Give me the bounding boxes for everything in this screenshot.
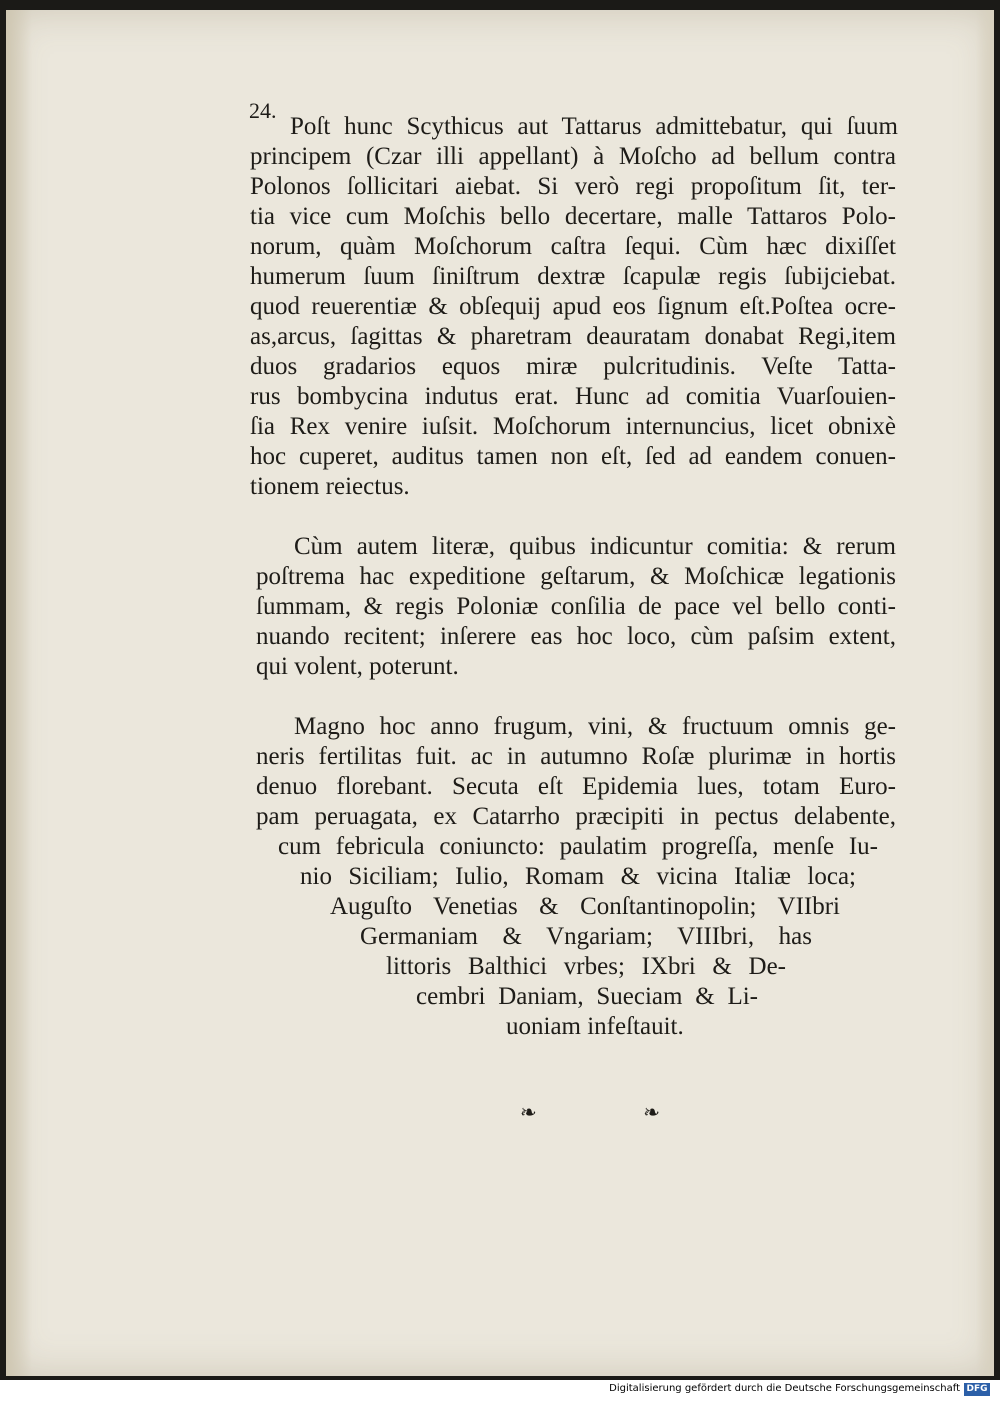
text-line: neris fertilitas fuit. ac in autumno Roſæ plurimæ in hortis (256, 743, 896, 770)
text-line: as,arcus, ſagittas & pharetram deauratam donabat Regi,item (250, 323, 896, 350)
text-line: Auguſto Venetias & Conſtantinopolin; VIIbri (330, 893, 840, 920)
text-line: Germaniam & Vngariam; VIIIbri, has (360, 923, 812, 950)
dfg-logo: DFG (964, 1383, 990, 1396)
text-line: ſia Rex venire iuſsit. Moſchorum internuncius, licet obnixè (250, 413, 896, 440)
text-line: cembri Daniam, Sueciam & Li- (416, 983, 758, 1010)
text-line: principem (Czar illi appellant) à Moſcho ad bellum contra (250, 143, 896, 170)
text-line: nio Siciliam; Iulio, Romam & vicina Italiæ loca; (300, 863, 856, 890)
text-line: denuo florebant. Secuta eſt Epidemia lues, totam Euro- (256, 773, 896, 800)
digitization-footer (0, 1380, 1000, 1401)
text-line: duos gradarios equos miræ pulcritudinis. Veſte Tatta- (250, 353, 896, 380)
text-line: rus bombycina indutus erat. Hunc ad comitia Vuarſouien- (250, 383, 896, 410)
text-line: tia vice cum Moſchis bello decertare, malle Tattaros Polo- (250, 203, 896, 230)
page-edge-shadow (976, 10, 994, 1376)
text-line: ſummam, & regis Poloniæ conſilia de pace vel bello conti- (256, 593, 896, 620)
text-line: uoniam infeſtauit. (506, 1013, 684, 1040)
page-number: 24. (249, 98, 277, 123)
text-line: tionem reiectus. (250, 473, 410, 500)
text-line: norum, quàm Moſchorum caſtra ſequi. Cùm hæc dixiſſet (250, 233, 896, 260)
fleuron-ornament: ❧ (520, 1100, 537, 1124)
fleuron-ornament: ❧ (643, 1100, 660, 1124)
text-line: Cùm autem literæ, quibus indicuntur comitia: & rerum (294, 533, 896, 560)
text-line: Polonos ſollicitari aiebat. Si verò regi propoſitum ſit, ter- (250, 173, 896, 200)
text-line: nuando recitent; inſerere eas hoc loco, cùm paſsim extent, (256, 623, 896, 650)
text-line: humerum ſuum ſiniſtrum dextræ ſcapulæ regis ſubijciebat. (250, 263, 896, 290)
text-line: Magno hoc anno frugum, vini, & fructuum omnis ge- (294, 713, 896, 740)
page-gutter-shadow (6, 10, 32, 1376)
text-line: qui volent, poterunt. (256, 653, 459, 680)
text-line: pam peruagata, ex Catarrho præcipiti in pectus delabente, (256, 803, 896, 830)
text-line: hoc cuperet, auditus tamen non eſt, ſed ad eandem conuen- (250, 443, 896, 470)
text-line: cum febricula coniuncto: paulatim progreſſa, menſe Iu- (278, 833, 878, 860)
text-line: Poſt hunc Scythicus aut Tattarus admittebatur, qui ſuum (290, 113, 898, 140)
funding-credit: Digitalisierung gefördert durch die Deutsche Forschungsgemeinschaft (609, 1383, 960, 1394)
closing-ornaments (520, 1100, 660, 1124)
text-line: littoris Balthici vrbes; IXbri & De- (386, 953, 786, 980)
text-line: quod reuerentiæ & obſequij apud eos ſignum eſt.Poſtea ocre- (250, 293, 896, 320)
text-line: poſtrema hac expeditione geſtarum, & Moſchicæ legationis (256, 563, 896, 590)
